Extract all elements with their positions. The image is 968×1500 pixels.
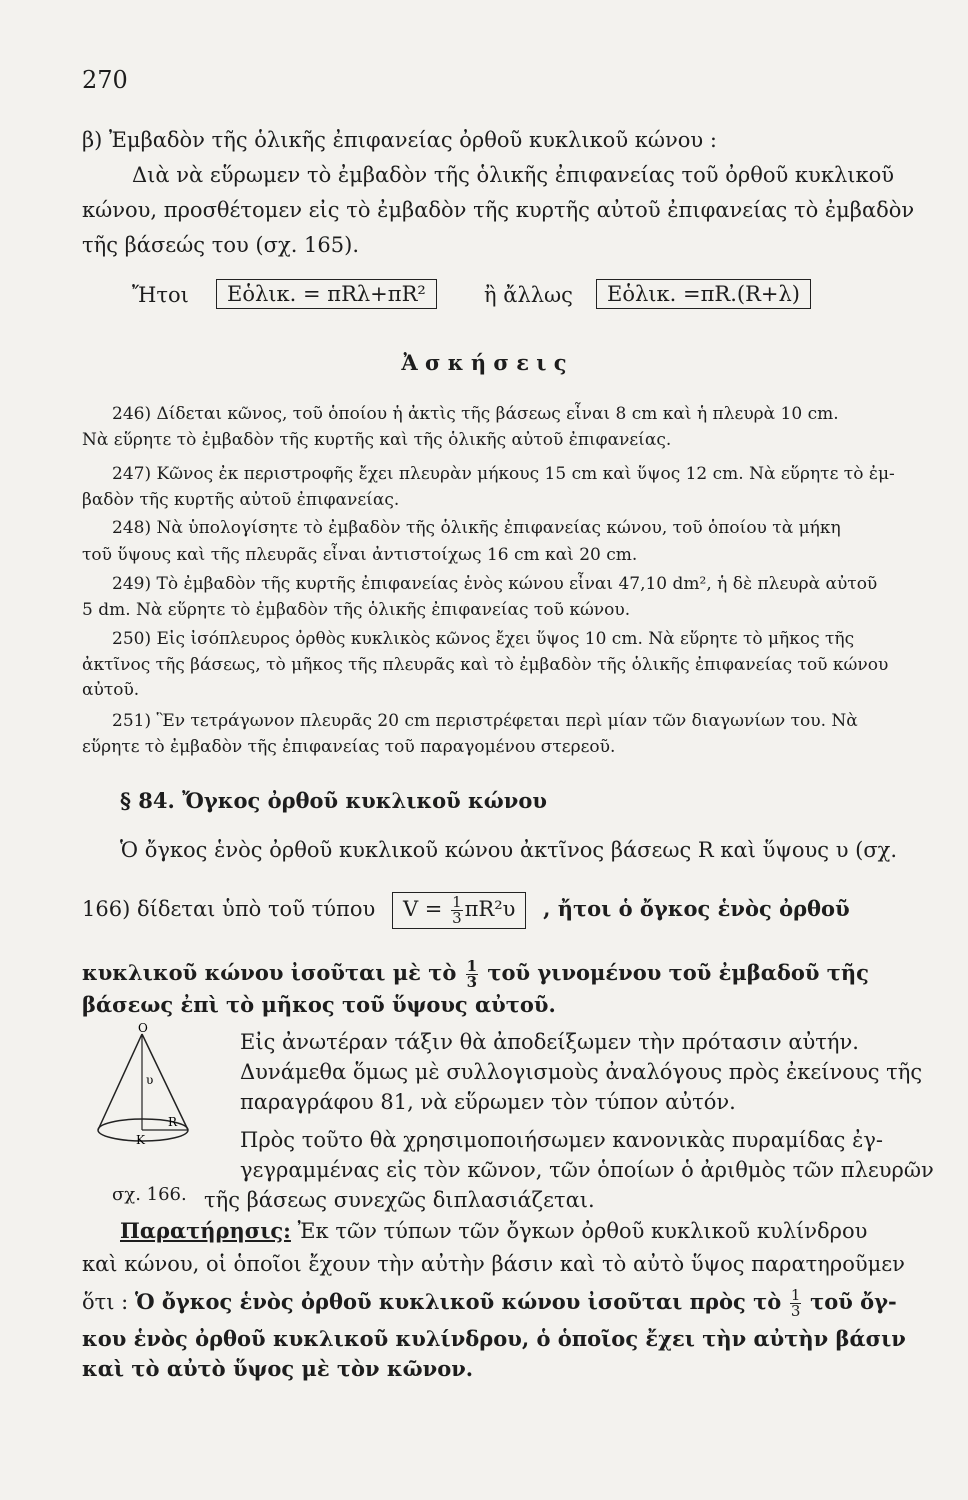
exercise-250-line1: 250) Εἰς ἰσόπλευρος ὀρθὸς κυκλικὸς κῶνος ἔχει ὕψος 10 cm. Νὰ εὕρητε τὸ μῆκος τῆς xyxy=(112,629,855,649)
label-height: υ xyxy=(146,1073,154,1087)
section-84-line2 xyxy=(82,892,850,929)
htoi-word: Ἤτοι xyxy=(132,283,189,307)
exercise-249-line2: 5 dm. Νὰ εὕρητε τὸ ἐμβαδὸν τῆς ὁλικῆς ἐπιφανείας τοῦ κώνου. xyxy=(82,600,631,620)
remark-line1: Παρατήρησις: Ἐκ τῶν τύπων τῶν ὄγκων ὀρθοῦ κυκλικοῦ κυλίνδρου xyxy=(120,1218,868,1243)
section-84-text4: Πρὸς τοῦτο θὰ χρησιμοποιήσωμεν κανονικὰς πυραμίδας ἐγ- xyxy=(240,1128,884,1152)
remark-label: Παρατήρησις: xyxy=(120,1218,291,1243)
exercise-246-line1: 246) Δίδεται κῶνος, τοῦ ὁποίου ἡ ἀκτὶς τῆς βάσεως εἶναι 8 cm καὶ ἡ πλευρὰ 10 cm. xyxy=(112,404,839,424)
exercise-247-line1: 247) Κῶνος ἐκ περιστροφῆς ἔχει πλευρὰν μήκους 15 cm καὶ ὕψος 12 cm. Νὰ εὕρητε τὸ ἐμ- xyxy=(112,464,895,484)
exercise-247-line2: βαδὸν τῆς κυρτῆς αὐτοῦ ἐπιφανείας. xyxy=(82,490,400,510)
figure-caption: σχ. 166. xyxy=(112,1184,187,1205)
exercise-248-line1: 248) Νὰ ὑπολογίσητε τὸ ἐμβαδὸν τῆς ὁλικῆς ἐπιφανείας κώνου, τοῦ ὁποίου τὰ μήκη xyxy=(112,518,841,538)
formula-v: V = xyxy=(402,897,443,921)
para-b-line1: Διὰ νὰ εὕρωμεν τὸ ἐμβαδὸν τῆς ὁλικῆς ἐπιφανείας τοῦ ὀρθοῦ κυκλικοῦ xyxy=(132,163,895,187)
section-84-text1: Εἰς ἀνωτέραν τάξιν θὰ ἀποδείξωμεν τὴν πρότασιν αὐτήν. xyxy=(240,1030,859,1054)
cone-figure xyxy=(82,1020,222,1160)
section-84-line1: Ὁ ὄγκος ἑνὸς ὀρθοῦ κυκλικοῦ κώνου ἀκτῖνος βάσεως R καὶ ὕψους υ (σχ. xyxy=(120,838,898,862)
formula-rest: πR²υ xyxy=(464,897,516,921)
section-84-text5: γεγραμμένας εἰς τὸν κῶνον, τῶν ὁποίων ὁ ἀριθμὸς τῶν πλευρῶν xyxy=(240,1158,934,1182)
fraction-one-third: $\frac{1}{3}$ xyxy=(452,893,462,927)
exercise-250-line2: ἀκτῖνος τῆς βάσεως, τὸ μῆκος τῆς πλευρᾶς καὶ τὸ ἐμβαδὸν τῆς ὁλικῆς ἐπιφανείας τοῦ κώνου xyxy=(82,655,889,675)
fraction-one-third-inline: $\frac{1}{3}$ xyxy=(466,957,478,991)
section-84-line4: βάσεως ἐπὶ τὸ μῆκος τοῦ ὕψους αὐτοῦ. xyxy=(82,992,556,1017)
remark-line4: κου ἑνὸς ὀρθοῦ κυκλικοῦ κυλίνδρου, ὁ ὁποῖος ἔχει τὴν αὐτὴν βάσιν xyxy=(82,1326,906,1351)
exercise-249-line1: 249) Τὸ ἐμβαδὸν τῆς κυρτῆς ἐπιφανείας ἑνὸς κώνου εἶναι 47,10 dm², ἡ δὲ πλευρὰ αὐτοῦ xyxy=(112,574,878,594)
exercise-250-line3: αὐτοῦ. xyxy=(82,680,140,700)
exercises-title: Ἀ σ κ ή σ ε ι ς xyxy=(401,350,567,375)
exercise-251-line1: 251) Ἓν τετράγωνον πλευρᾶς 20 cm περιστρέφεται περὶ μίαν τῶν διαγωνίων του. Νὰ xyxy=(112,711,858,731)
formula-box-2: Εὁλικ. =πR.(R+λ) xyxy=(596,279,811,309)
fraction-one-third-remark: $\frac{1}{3}$ xyxy=(790,1286,801,1320)
label-radius: R xyxy=(168,1115,178,1129)
formula-total-area-2 xyxy=(596,279,811,309)
page-number: 270 xyxy=(82,66,128,94)
exercise-248-line2: τοῦ ὕψους καὶ τῆς πλευρᾶς εἶναι ἀντιστοίχως 16 cm καὶ 20 cm. xyxy=(82,545,638,565)
remark-line2: καὶ κώνου, οἱ ὁποῖοι ἔχουν τὴν αὐτὴν βάσιν καὶ τὸ αὐτὸ ὕψος παρατηροῦμεν xyxy=(82,1252,905,1276)
section-84-text2: Δυνάμεθα ὅμως μὲ συλλογισμοὺς ἀναλόγους πρὸς ἐκείνους τῆς xyxy=(240,1060,923,1084)
line2-suffix: , ἤτοι ὁ ὄγκος ἑνὸς ὀρθοῦ xyxy=(543,896,850,921)
section-84-text6: τῆς βάσεως συνεχῶς διπλασιάζεται. xyxy=(204,1188,595,1212)
section-84-line3: κυκλικοῦ κώνου ἰσοῦται μὲ τὸ $\frac{1}{3}$ τοῦ γινομένου τοῦ ἐμβαδοῦ τῆς xyxy=(82,957,869,991)
section-84-heading: § 84. Ὄγκος ὀρθοῦ κυκλικοῦ κώνου xyxy=(120,788,547,813)
or-else-text: ἢ ἄλλως xyxy=(484,283,573,307)
line2-prefix: 166) δίδεται ὑπὸ τοῦ τύπου xyxy=(82,897,376,921)
section-84-text3: παραγράφου 81, νὰ εὕρωμεν τὸν τύπον αὐτόν. xyxy=(240,1090,736,1114)
para-b-line2: κώνου, προσθέτομεν εἰς τὸ ἐμβαδὸν τῆς κυρτῆς αὐτοῦ ἐπιφανείας τὸ ἐμβαδὸν xyxy=(82,198,915,222)
para-b-heading: β) Ἐμβαδὸν τῆς ὁλικῆς ἐπιφανείας ὀρθοῦ κυκλικοῦ κώνου : xyxy=(82,128,717,152)
remark-line3: ὅτι : Ὁ ὄγκος ἑνὸς ὀρθοῦ κυκλικοῦ κώνου ἰσοῦται πρὸς τὸ $\frac{1}{3}$ τοῦ ὄγ- xyxy=(82,1286,897,1320)
exercise-246-line2: Νὰ εὕρητε τὸ ἐμβαδὸν τῆς κυρτῆς καὶ τῆς ὁλικῆς αὐτοῦ ἐπιφανείας. xyxy=(82,430,672,450)
label-center: K xyxy=(136,1133,145,1147)
formula-total-area-1 xyxy=(216,279,437,309)
formula-box-1: Εὁλικ. = πRλ+πR² xyxy=(216,279,437,309)
exercise-251-line2: εὕρητε τὸ ἐμβαδὸν τῆς ἐπιφανείας τοῦ παραγομένου στερεοῦ. xyxy=(82,737,616,757)
label-apex: O xyxy=(138,1021,148,1035)
para-b-line3: τῆς βάσεώς του (σχ. 165). xyxy=(82,233,359,257)
remark-line5: καὶ τὸ αὐτὸ ὕψος μὲ τὸν κῶνον. xyxy=(82,1356,474,1381)
volume-formula-box xyxy=(392,892,526,929)
